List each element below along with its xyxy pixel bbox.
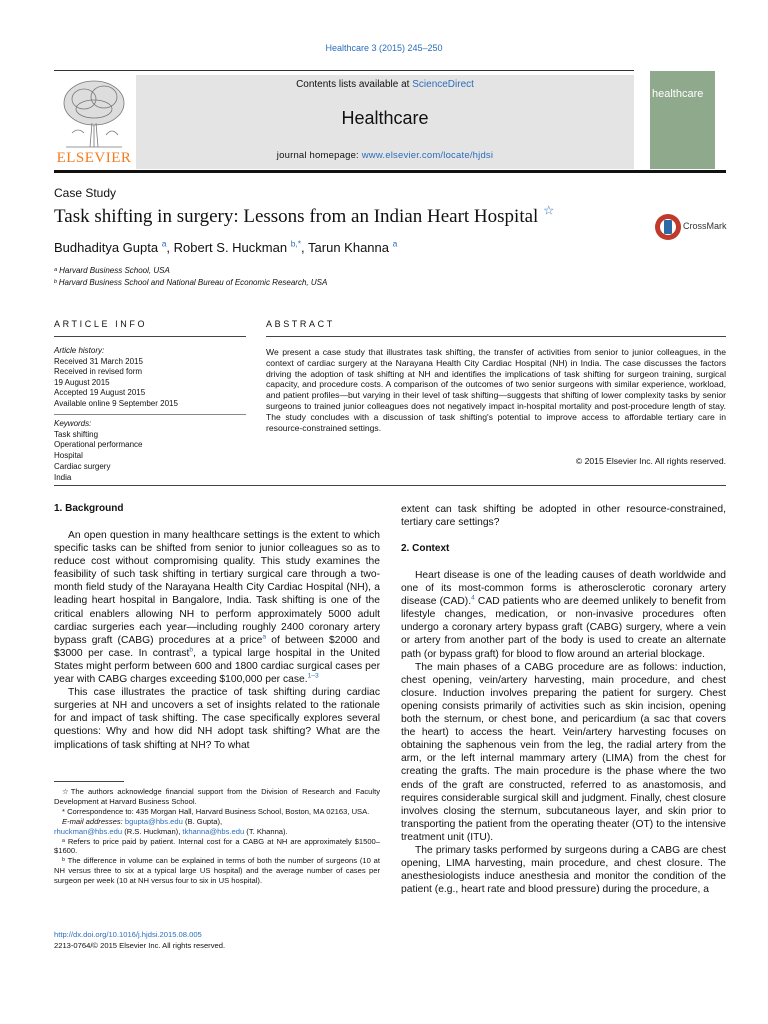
paragraph-text: An open question in many healthcare settings is the extent to which specific tasks can be shifted from senior to junior colleagues so as to reduce cost without compromising quality. This study examines the feasibility of such task shifting in tertiary surgical care through a two-month field study of the Narayana Health City Cardiac Hospital (NH), a leading heart hospital in Bangalore, India. Task shifting is one of the critical enablers allowing NH to perform approximately 5000 adult cardiac surgeries each year—including roughly 2400 coronary artery bypass graft (CABG) procedures at a price xyxy=(54,530,380,646)
sciencedirect-link[interactable]: ScienceDirect xyxy=(412,79,474,90)
right-column xyxy=(401,569,726,896)
paragraph-text: of between $2000 and $3000 per case. In contrast xyxy=(54,634,380,659)
history-item: Received 31 March 2015 xyxy=(54,356,143,366)
homepage-link[interactable]: www.elsevier.com/locate/hjdsi xyxy=(361,150,494,161)
author-affil-mark[interactable]: b,* xyxy=(290,238,302,249)
doi-link[interactable]: http://dx.doi.org/10.1016/j.hjdsi.2015.08.005 xyxy=(54,930,202,939)
affiliation-b: ᵇ Harvard Business School and National Bureau of Economic Research, USA xyxy=(54,278,328,287)
author-name: Budhaditya Gupta xyxy=(54,240,159,255)
section-2-heading: 2. Context xyxy=(401,543,450,554)
crossmark-label: CrossMark xyxy=(683,221,727,231)
paragraph xyxy=(401,569,726,661)
keyword: Cardiac surgery xyxy=(54,461,111,471)
paragraph: The primary tasks performed by surgeons during a CABG are chest opening, LIMA harvesting, main procedure, and chest closure. The anesthesiologists induce anesthesia and monitor the condition of the patient (e.g., heart rate and blood pressure) during the procedure, a xyxy=(401,844,726,896)
article-title xyxy=(54,203,555,228)
crossmark-icon xyxy=(654,212,682,242)
citation-ref[interactable]: 1–3 xyxy=(307,672,319,680)
email-owner: (R.S. Huckman), xyxy=(122,826,183,836)
contents-line xyxy=(136,79,634,90)
paragraph-text: , a typical large hospital in the United States might perform between 600 and 1800 cardiac surgical cases per year with CABG charges exceeding $100,000 per case. xyxy=(54,647,380,686)
history-heading: Article history: xyxy=(54,346,105,355)
abstract-text: We present a case study that illustrates task shifting, the transfer of activities from senior to junior colleagues, in the context of cardiac surgery at the Narayana Health City Cardiac Hospital (NH) in India. The case discusses the factors driving the adoption of task shifting at NH and identifies the implications of task shifting for surgeon training, surgical capacity, and procedure costs. A comparison of the outcomes of two senior surgeons with similar experience, workload, and patient profiles—but varying in their level of task shifting—suggests that shifting of lower complexity tasks by senior surgeons to trained junior colleagues does not negatively impact in-hospital mortality and post-procedure length of stay. The study concludes with a discussion of task shifting's potential to improve access to affordable tertiary care in resource-constrained settings. xyxy=(266,347,726,433)
footnote: ᵃ Refers to price paid by patient. Internal cost for a CABG at NH are approximately $1500–$1600. xyxy=(54,836,380,856)
history-item: Accepted 19 August 2015 xyxy=(54,388,146,397)
footnote: ᵇ The difference in volume can be explained in terms of both the number of surgeons (10 at NH versus three to six at a typical large US hospital) and the average number of cases per surgeon per week (10 at NH versus four to six in US hospital). xyxy=(54,856,380,886)
left-column xyxy=(54,529,380,752)
journal-homepage-line xyxy=(136,150,634,161)
cover-title: healthcare xyxy=(652,88,704,100)
keyword: India xyxy=(54,472,72,482)
footnote: * Correspondence to: 435 Morgan Hall, Harvard Business School, Boston, MA 02163, USA. xyxy=(62,806,370,816)
email-owner: (B. Gupta), xyxy=(182,816,223,826)
article-info-label: ARTICLE INFO xyxy=(54,319,148,329)
citation-ref[interactable]: 4 xyxy=(471,594,475,602)
history-item: Available online 9 September 2015 xyxy=(54,398,178,408)
author-affil-mark[interactable]: a xyxy=(392,238,398,249)
affiliation-a: ᵃ Harvard Business School, USA xyxy=(54,266,170,275)
abstract-copyright: © 2015 Elsevier Inc. All rights reserved. xyxy=(575,456,726,466)
issn-line: 2213-0764/© 2015 Elsevier Inc. All rights reserved. xyxy=(54,941,226,950)
author-name: Tarun Khanna xyxy=(308,240,389,255)
title-footnote-mark[interactable]: ☆ xyxy=(543,203,555,218)
author-affil-mark[interactable]: a xyxy=(161,238,167,249)
section-1-heading: 1. Background xyxy=(54,503,124,514)
footnote: ☆The authors acknowledge financial support from the Division of Research and Faculty Development at Harvard Business School. xyxy=(54,787,380,806)
header-rule xyxy=(54,70,634,71)
paragraph-continued: extent can task shifting be adopted in other resource-constrained, tertiary care settings? xyxy=(401,504,726,529)
footnotes xyxy=(54,787,380,886)
abstract-label: ABSTRACT xyxy=(266,319,335,329)
paragraph-text: Heart disease is one of the leading causes of death worldwide and one of its most-common forms is atherosclerotic coronary artery disease (CAD). xyxy=(401,570,726,608)
journal-citation[interactable]: Healthcare 3 (2015) 245–250 xyxy=(325,43,443,53)
footnote-rule xyxy=(54,781,124,782)
contents-prefix: Contents lists available at xyxy=(296,79,413,90)
footnote-emails xyxy=(54,817,380,827)
journal-name: Healthcare xyxy=(341,108,429,128)
email-link[interactable]: rhuckman@hbs.edu xyxy=(54,826,123,836)
info-rule xyxy=(54,336,246,337)
paragraph: The main phases of a CABG procedure are as follows: induction, chest opening, vein/artery harvesting, main procedure, and chest closure. Induction involves preparing the patient for surgery. Chest opening consists primarily of activities such as skin incision, opening both the sternum, or chest bone, and pericardium (a sac that covers the heart) to access the heart. Vein/artery harvesting focuses on obtaining the saphenous vein from the leg, the radial artery from the arm, or the left internal mammary artery (LIMA) from the chest for creating the grafts. The main procedure is the phase where the two ends of the graft are constructed, referred to as anastomosis, and requires considerable surgical skill and judgment. Finally, chest closure involves closing the sternum, subcutaneous layer, and skin prior to transporting the patient from the operating theater (OT) to the intensive treatment unit (ITU). xyxy=(401,661,726,843)
email-label: E-mail addresses: xyxy=(62,816,125,826)
email-owner: (T. Khanna). xyxy=(244,826,288,836)
homepage-label: journal homepage: xyxy=(276,150,362,161)
email-link[interactable]: tkhanna@hbs.edu xyxy=(182,826,245,836)
elsevier-wordmark: ELSEVIER xyxy=(56,150,132,166)
paragraph xyxy=(54,529,380,686)
abstract-rule xyxy=(266,336,726,337)
article-history xyxy=(54,346,246,409)
keyword: Hospital xyxy=(54,451,83,461)
footnote-ref[interactable]: a xyxy=(262,633,267,641)
history-item: Received in revised form xyxy=(54,367,143,376)
paragraph: This case illustrates the practice of task shifting during cardiac surgeries at NH and uncovers a set of insights related to the rationale for and impact of task shifting. The case specifically explores several questions: Why and how did NH adopt task shifting? What are the implications of task shifting at NH? To what xyxy=(54,687,380,751)
journal-cover-thumbnail[interactable] xyxy=(650,71,715,169)
crossmark-badge[interactable] xyxy=(654,212,734,242)
article-title-text: Task shifting in surgery: Lessons from an Indian Heart Hospital xyxy=(54,206,539,227)
keywords-heading: Keywords: xyxy=(54,419,92,428)
history-item: 19 August 2015 xyxy=(54,377,110,387)
keyword: Operational performance xyxy=(54,440,143,450)
footnote-emails-cont xyxy=(54,827,380,837)
keywords xyxy=(54,419,246,483)
right-column-top xyxy=(401,503,726,529)
paragraph-text: CAD patients who are deemed unlikely to benefit from lifestyle changes, medication, or non-invasive procedures often undergo a coronary artery bypass graft (CABG) surgery, where a vein or artery from another part of the body is used to create an alternate path (or bypass graft) for blood to flow around an arterial blockage. xyxy=(401,596,726,660)
email-link[interactable]: bgupta@hbs.edu xyxy=(124,816,183,826)
keyword: Task shifting xyxy=(54,429,99,439)
author-list: Budhaditya Gupta $^a$, Robert S. Huckman $^{b,*}$, Tarun Khanna $^a$ xyxy=(54,238,398,255)
header-thick-rule xyxy=(54,170,726,173)
author-name: Robert S. Huckman xyxy=(173,240,288,255)
keywords-rule xyxy=(54,414,246,415)
abstract-bottom-rule xyxy=(54,485,726,486)
footnote-ref[interactable]: b xyxy=(189,646,194,654)
article-type: Case Study xyxy=(54,186,117,200)
